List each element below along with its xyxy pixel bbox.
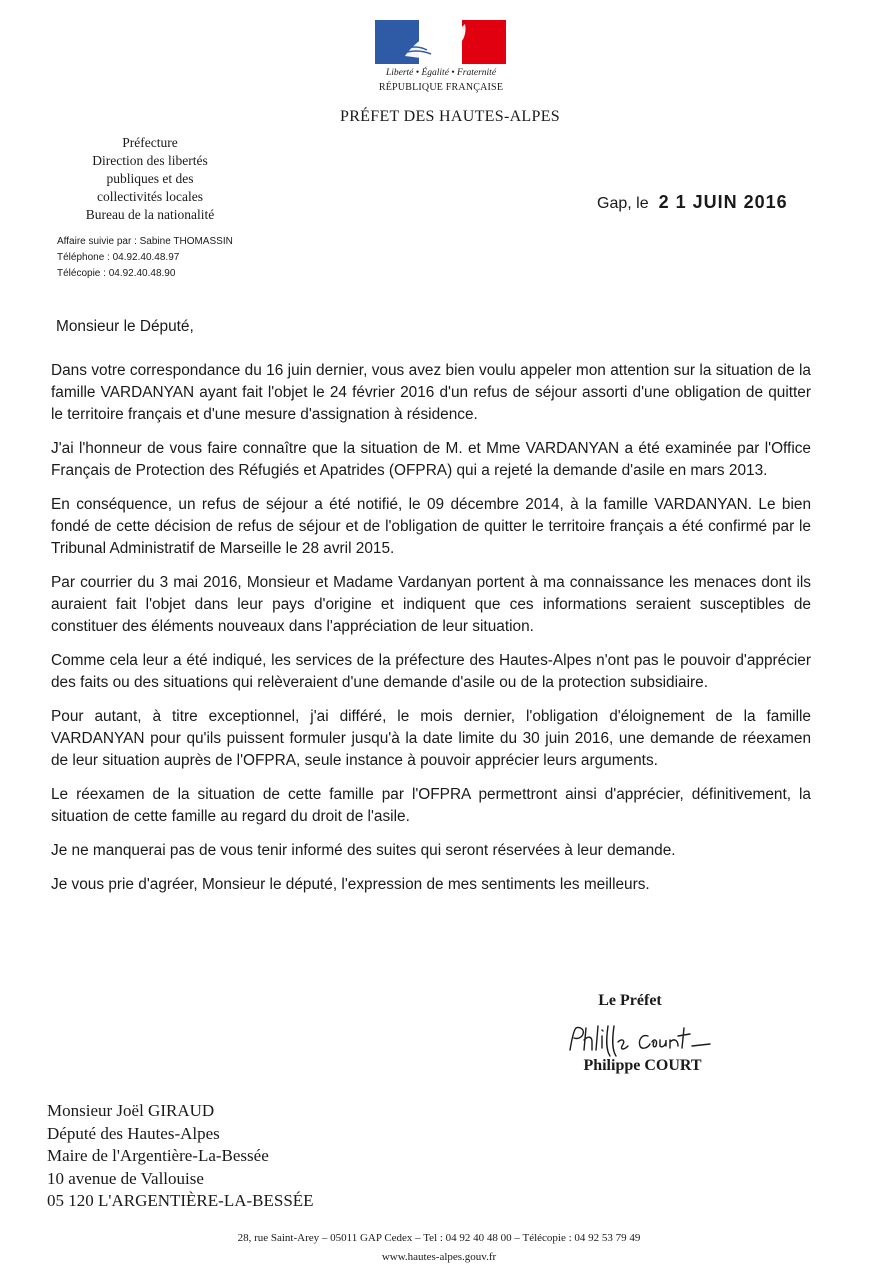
fax: Télécopie : 04.92.40.48.90 — [57, 268, 176, 279]
sender-line: collectivités locales — [96, 189, 204, 204]
handwritten-signature — [562, 1020, 722, 1060]
salutation: Monsieur le Député, — [56, 318, 194, 335]
date-prefix: Gap, le — [597, 195, 649, 212]
date-stamp: 2 1 JUIN 2016 — [658, 192, 788, 212]
signatory-name: Philippe COURT — [583, 1057, 702, 1074]
paragraph: Comme cela leur a été indiqué, les services de la préfecture des Hautes-Alpes n'ont pas le pouvoir d'apprécier des faits ou des situations qui relèveraient d'une demande d'asile ou de la protection subsidiaire. — [51, 652, 811, 691]
sender-line: Direction des libertés — [92, 153, 208, 168]
republic-label: RÉPUBLIQUE FRANÇAISE — [378, 82, 504, 93]
date-line — [597, 192, 788, 213]
recipient-block — [47, 1100, 314, 1213]
footer-address: 28, rue Saint-Arey – 05011 GAP Cedex – Tel : 04 92 40 48 00 – Télécopie : 04 92 53 79 49 — [237, 1232, 641, 1244]
signature-title: Le Préfet — [598, 992, 662, 1009]
recipient-line: Député des Hautes-Alpes — [47, 1123, 220, 1143]
republic-motto: Liberté • Égalité • Fraternité — [385, 68, 497, 78]
sender-line: Bureau de la nationalité — [85, 207, 215, 222]
paragraph: Le réexamen de la situation de cette famille par l'OFPRA permettront ainsi d'apprécier, définitivement, la situation de cette famille au regard du droit de l'asile. — [51, 786, 811, 825]
paragraph: Par courrier du 3 mai 2016, Monsieur et Madame Vardanyan portent à ma connaissance les menaces dont ils auraient fait l'objet dans leur pays d'origine et indiquent que ces informations seraient susceptibles de constituer des éléments nouveaux dans l'appréciation de leur situation. — [51, 574, 811, 635]
contact-block — [57, 234, 233, 282]
recipient-line: Monsieur Joël GIRAUD — [47, 1101, 215, 1120]
paragraph: En conséquence, un refus de séjour a été notifié, le 09 décembre 2014, à la famille VARDANYAN. Le bien fondé de cette décision de refus de séjour et de l'obligation de quitter le territoire français a été confirmé par le Tribunal Administratif de Marseille le 28 avril 2015. — [51, 496, 811, 557]
sender-line: Préfecture — [122, 135, 178, 150]
recipient-line: 05 120 L'ARGENTIÈRE-LA-BESSÉE — [47, 1191, 314, 1210]
paragraph: Je vous prie d'agréer, Monsieur le député, l'expression de mes sentiments les meilleurs. — [51, 876, 650, 893]
marianne-logo-icon — [375, 20, 506, 64]
paragraph: Je ne manquerai pas de vous tenir informé des suites qui seront réservées à leur demande. — [51, 842, 676, 859]
phone: Téléphone : 04.92.40.48.97 — [57, 252, 180, 263]
case-officer: Affaire suivie par : Sabine THOMASSIN — [57, 236, 233, 247]
paragraph: J'ai l'honneur de vous faire connaître que la situation de M. et Mme VARDANYAN a été examinée par l'Office Français de Protection des Réfugiés et Apatrides (OFPRA) qui a rejeté la demande d'asile en mars 2013. — [51, 440, 811, 479]
recipient-line: Maire de l'Argentière-La-Bessée — [47, 1146, 269, 1165]
paragraph: Pour autant, à titre exceptionnel, j'ai différé, le mois dernier, l'obligation d'éloignement de la famille VARDANYAN pour qu'ils puissent formuler jusqu'à la date limite du 30 juin 2016, une demande de réexamen de leur situation auprès de l'OFPRA, seule instance à pouvoir apprécier leurs arguments. — [51, 708, 811, 769]
letter-body — [51, 360, 811, 908]
sender-service-block — [50, 134, 250, 224]
paragraph: Dans votre correspondance du 16 juin dernier, vous avez bien voulu appeler mon attention sur la situation de la famille VARDANYAN ayant fait l'objet le 24 février 2016 d'un refus de séjour assorti d'une obligation de quitter le territoire français et d'une mesure d'assignation à résidence. — [51, 362, 811, 423]
footer-website-link[interactable]: www.hautes-alpes.gouv.fr — [381, 1251, 497, 1263]
recipient-line: 10 avenue de Vallouise — [47, 1168, 204, 1188]
sender-line: publiques et des — [106, 171, 194, 186]
prefect-title: PRÉFET DES HAUTES-ALPES — [340, 108, 560, 125]
